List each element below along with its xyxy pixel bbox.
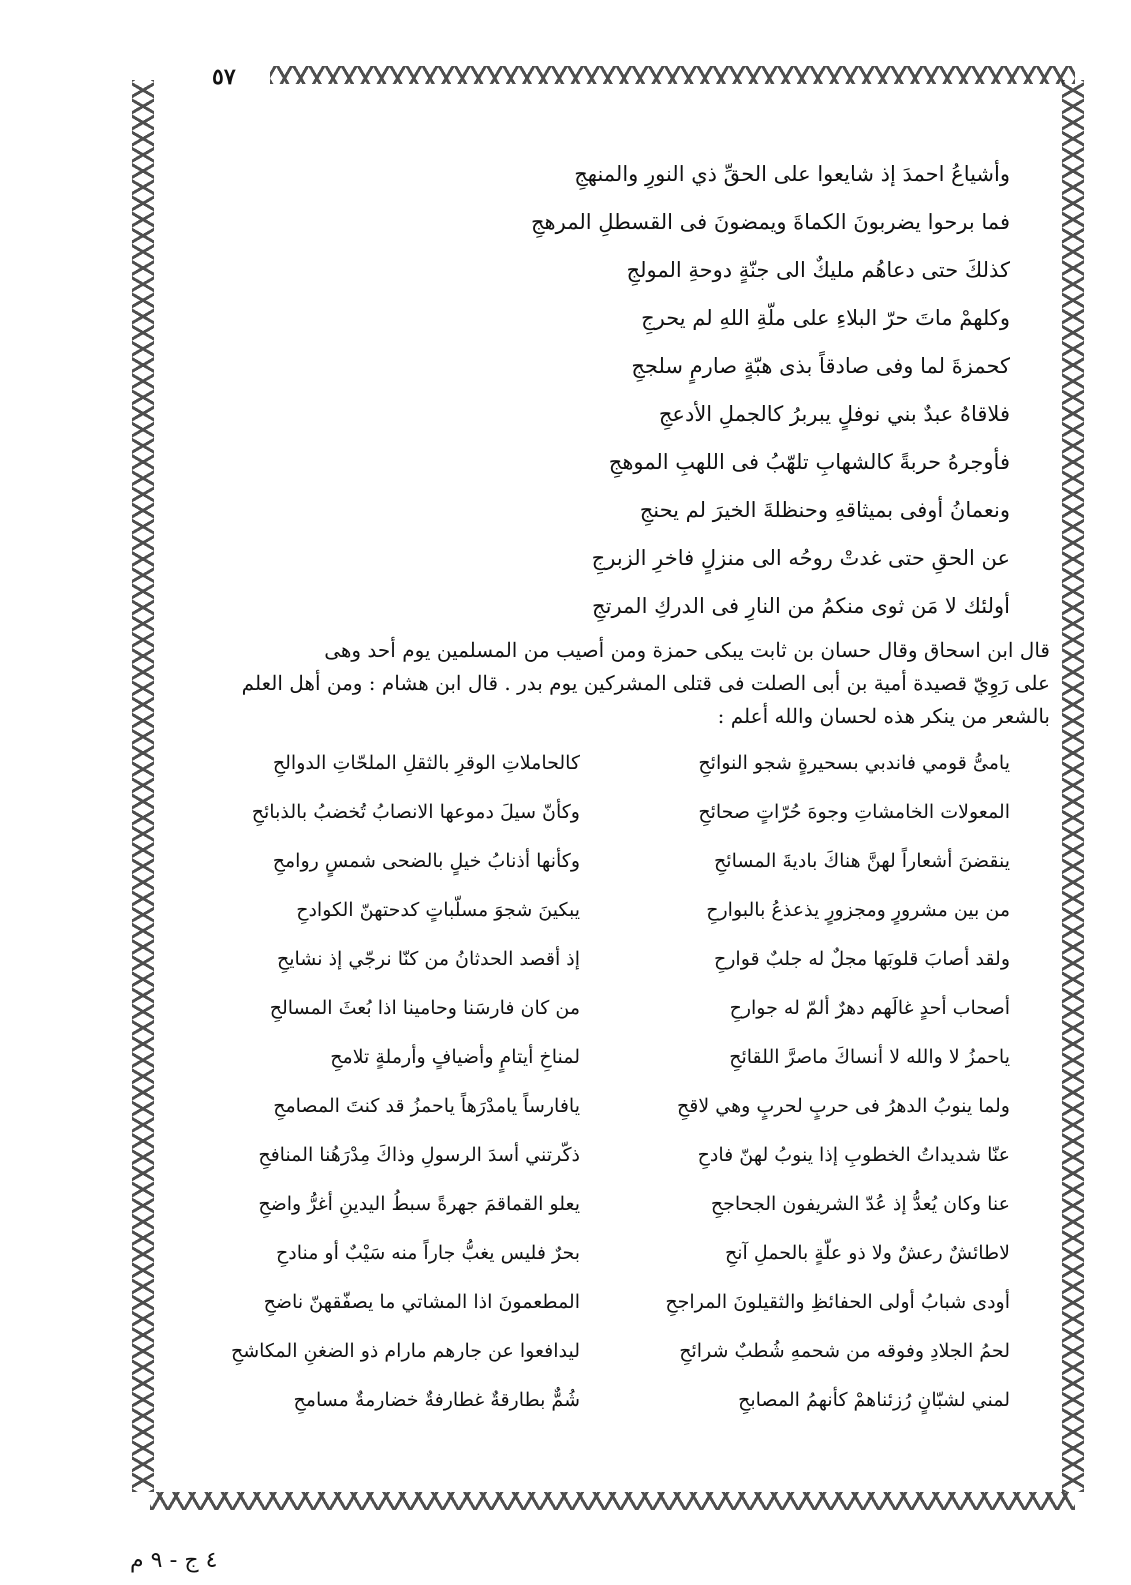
hemistich: ينقضنَ أشعاراً لهنَّ هناكَ باديةَ المسائحِ bbox=[714, 850, 1010, 872]
verse-line: ونعمانُ أوفى بميثاقهِ وحنظلةَ الخيرَ لم يحنجِ bbox=[639, 498, 1010, 522]
printer-signature: ٤ ج - ٩ م bbox=[130, 1548, 218, 1573]
hemistich: يبكينَ شجوَ مسلّباتٍ كدحتهنّ الكوادحِ bbox=[296, 899, 580, 921]
hemistich: المطعمونَ اذا المشاتي ما يصفّقهنّ ناضحِ bbox=[263, 1291, 580, 1313]
verse-line: وكلهمْ ماتَ حرّ البلاءِ على ملّةِ اللهِ لم يحرجِ bbox=[641, 306, 1010, 330]
verse-block-top bbox=[370, 150, 1010, 630]
hemistich: عنا وكان يُعدُّ إذ عُدّ الشريفون الجحاجحِ bbox=[710, 1193, 1010, 1215]
prose-line: على رَوِيّ قصيدة أمية بن أبى الصلت فى قتلى المشركين يوم بدر . قال ابن هشام : ومن أهل العلم bbox=[241, 671, 1050, 695]
hemistich: كالحاملاتِ الوقرِ بالثقلِ الملحّاتِ الدوالحِ bbox=[272, 752, 580, 774]
hemistich: يامىُّ قومي فاندبي بسحيرةٍ شجو النوائحِ bbox=[698, 752, 1010, 774]
hemistich: لاطائشٌ رعشٌ ولا ذو علّةٍ بالحملِ آنحِ bbox=[724, 1242, 1010, 1264]
hemistich: أودى شبابُ أولى الحفائظِ والثقيلونَ المراجحِ bbox=[665, 1291, 1010, 1313]
border-top-ornament bbox=[270, 66, 1075, 84]
hemistich: المعولات الخامشاتِ وجوهَ حُرّاتٍ صحائحِ bbox=[698, 801, 1010, 823]
hemistich: ليدافعوا عن جارهم مارام ذو الضغنِ المكاشحِ bbox=[230, 1340, 580, 1362]
border-left-ornament bbox=[132, 80, 154, 1492]
border-right-ornament bbox=[1062, 80, 1084, 1492]
hemistich: ياحمزُ لا والله لا أنساكَ ماصرَّ اللقائحِ bbox=[729, 1046, 1010, 1068]
poem-column-left bbox=[190, 739, 580, 1425]
hemistich: وكأنها أذنابُ خيلٍ بالضحى شمسٍ روامحِ bbox=[272, 850, 580, 872]
hemistich: أصحاب أحدٍ غالَهم دهرٌ ألمّ له جوارحِ bbox=[729, 997, 1010, 1019]
prose-line: بالشعر من ينكر هذه لحسان والله أعلم : bbox=[717, 704, 1050, 728]
hemistich: ذكّرتني أسدَ الرسولِ وذاكَ مِدْرَهُنا المنافحِ bbox=[258, 1144, 580, 1166]
verse-line: أولئك لا مَن ثوى منكمُ من النارِ فى الدركِ المرتجِ bbox=[592, 594, 1010, 618]
hemistich: ولما ينوبُ الدهرُ فى حربٍ لحربٍ وهي لاقحِ bbox=[677, 1095, 1010, 1117]
hemistich: يعلو القماقمَ جهرةً سبطُ اليدينِ أغرُّ واضحِ bbox=[258, 1193, 580, 1215]
hemistich: شُمٌّ بطارقةٌ غطارفةٌ خضارمةٌ مسامحِ bbox=[293, 1389, 580, 1411]
verse-line: كذلكَ حتى دعاهُم مليكٌ الى جنّةٍ دوحةِ المولجِ bbox=[626, 258, 1010, 282]
hemistich: بحرٌ فليس يغبُّ جاراً منه سَيْبٌ أو منادحِ bbox=[275, 1242, 580, 1264]
verse-line: كحمزةَ لما وفى صادقاً بذى هبّةٍ صارمٍ سلججِ bbox=[631, 354, 1010, 378]
hemistich: وكأنّ سيلَ دموعها الانصابُ تُخضبُ بالذبائحِ bbox=[251, 801, 580, 823]
page-number: ٥٧ bbox=[212, 64, 236, 90]
verse-line: فلاقاهُ عبدٌ بني نوفلٍ يبربرُ كالجملِ الأدعجِ bbox=[658, 402, 1010, 426]
hemistich: من بين مشرورٍ ومجزورٍ يذعذعُ بالبوارحِ bbox=[706, 899, 1010, 921]
hemistich: من كان فارسَنا وحامينا اذا بُعثَ المسالحِ bbox=[269, 997, 580, 1019]
poem-column-right bbox=[620, 739, 1010, 1425]
hemistich: لمناخِ أيتامٍ وأضيافٍ وأرملةٍ تلامحِ bbox=[330, 1046, 580, 1068]
hemistich: عنّا شديداتُ الخطوبِ إذا ينوبُ لهنّ فادحِ bbox=[697, 1144, 1010, 1166]
border-bottom-ornament bbox=[150, 1492, 1075, 1510]
hemistich: إذ أقصد الحدثانُ من كنّا نرجّي إذ نشايحِ bbox=[276, 948, 580, 970]
prose-line: قال ابن اسحاق وقال حسان بن ثابت يبكى حمزة ومن أصيب من المسلمين يوم أحد وهى bbox=[324, 638, 1050, 662]
poem-two-columns bbox=[190, 739, 1010, 1425]
verse-line: عن الحقِ حتى غدتْ روحُه الى منزلٍ فاخرِ الزبرجِ bbox=[591, 546, 1010, 570]
page-content bbox=[180, 150, 1050, 1425]
verse-line: وأشياعُ احمدَ إذ شايعوا على الحقِّ ذي النورِ والمنهجِ bbox=[574, 162, 1010, 186]
prose-intro bbox=[180, 634, 1050, 733]
hemistich: لمني لشبّانٍ رُزئناهمْ كأنهمُ المصابحِ bbox=[738, 1389, 1010, 1411]
hemistich: يافارساً يامدْرَهاً ياحمزُ قد كنتَ المصامحِ bbox=[273, 1095, 580, 1117]
hemistich: لحمُ الجلادِ وفوقه من شحمهِ شُطبٌ شرائحِ bbox=[679, 1340, 1010, 1362]
verse-line: فأوجرهُ حربةً كالشهابِ تلهّبُ فى اللهبِ الموهجِ bbox=[608, 450, 1010, 474]
verse-line: فما برحوا يضربونَ الكماةَ ويمضونَ فى القسطلِ المرهجِ bbox=[531, 210, 1010, 234]
hemistich: ولقد أصابَ قلوبَها مجلٌ له جلبٌ قوارحِ bbox=[713, 948, 1010, 970]
